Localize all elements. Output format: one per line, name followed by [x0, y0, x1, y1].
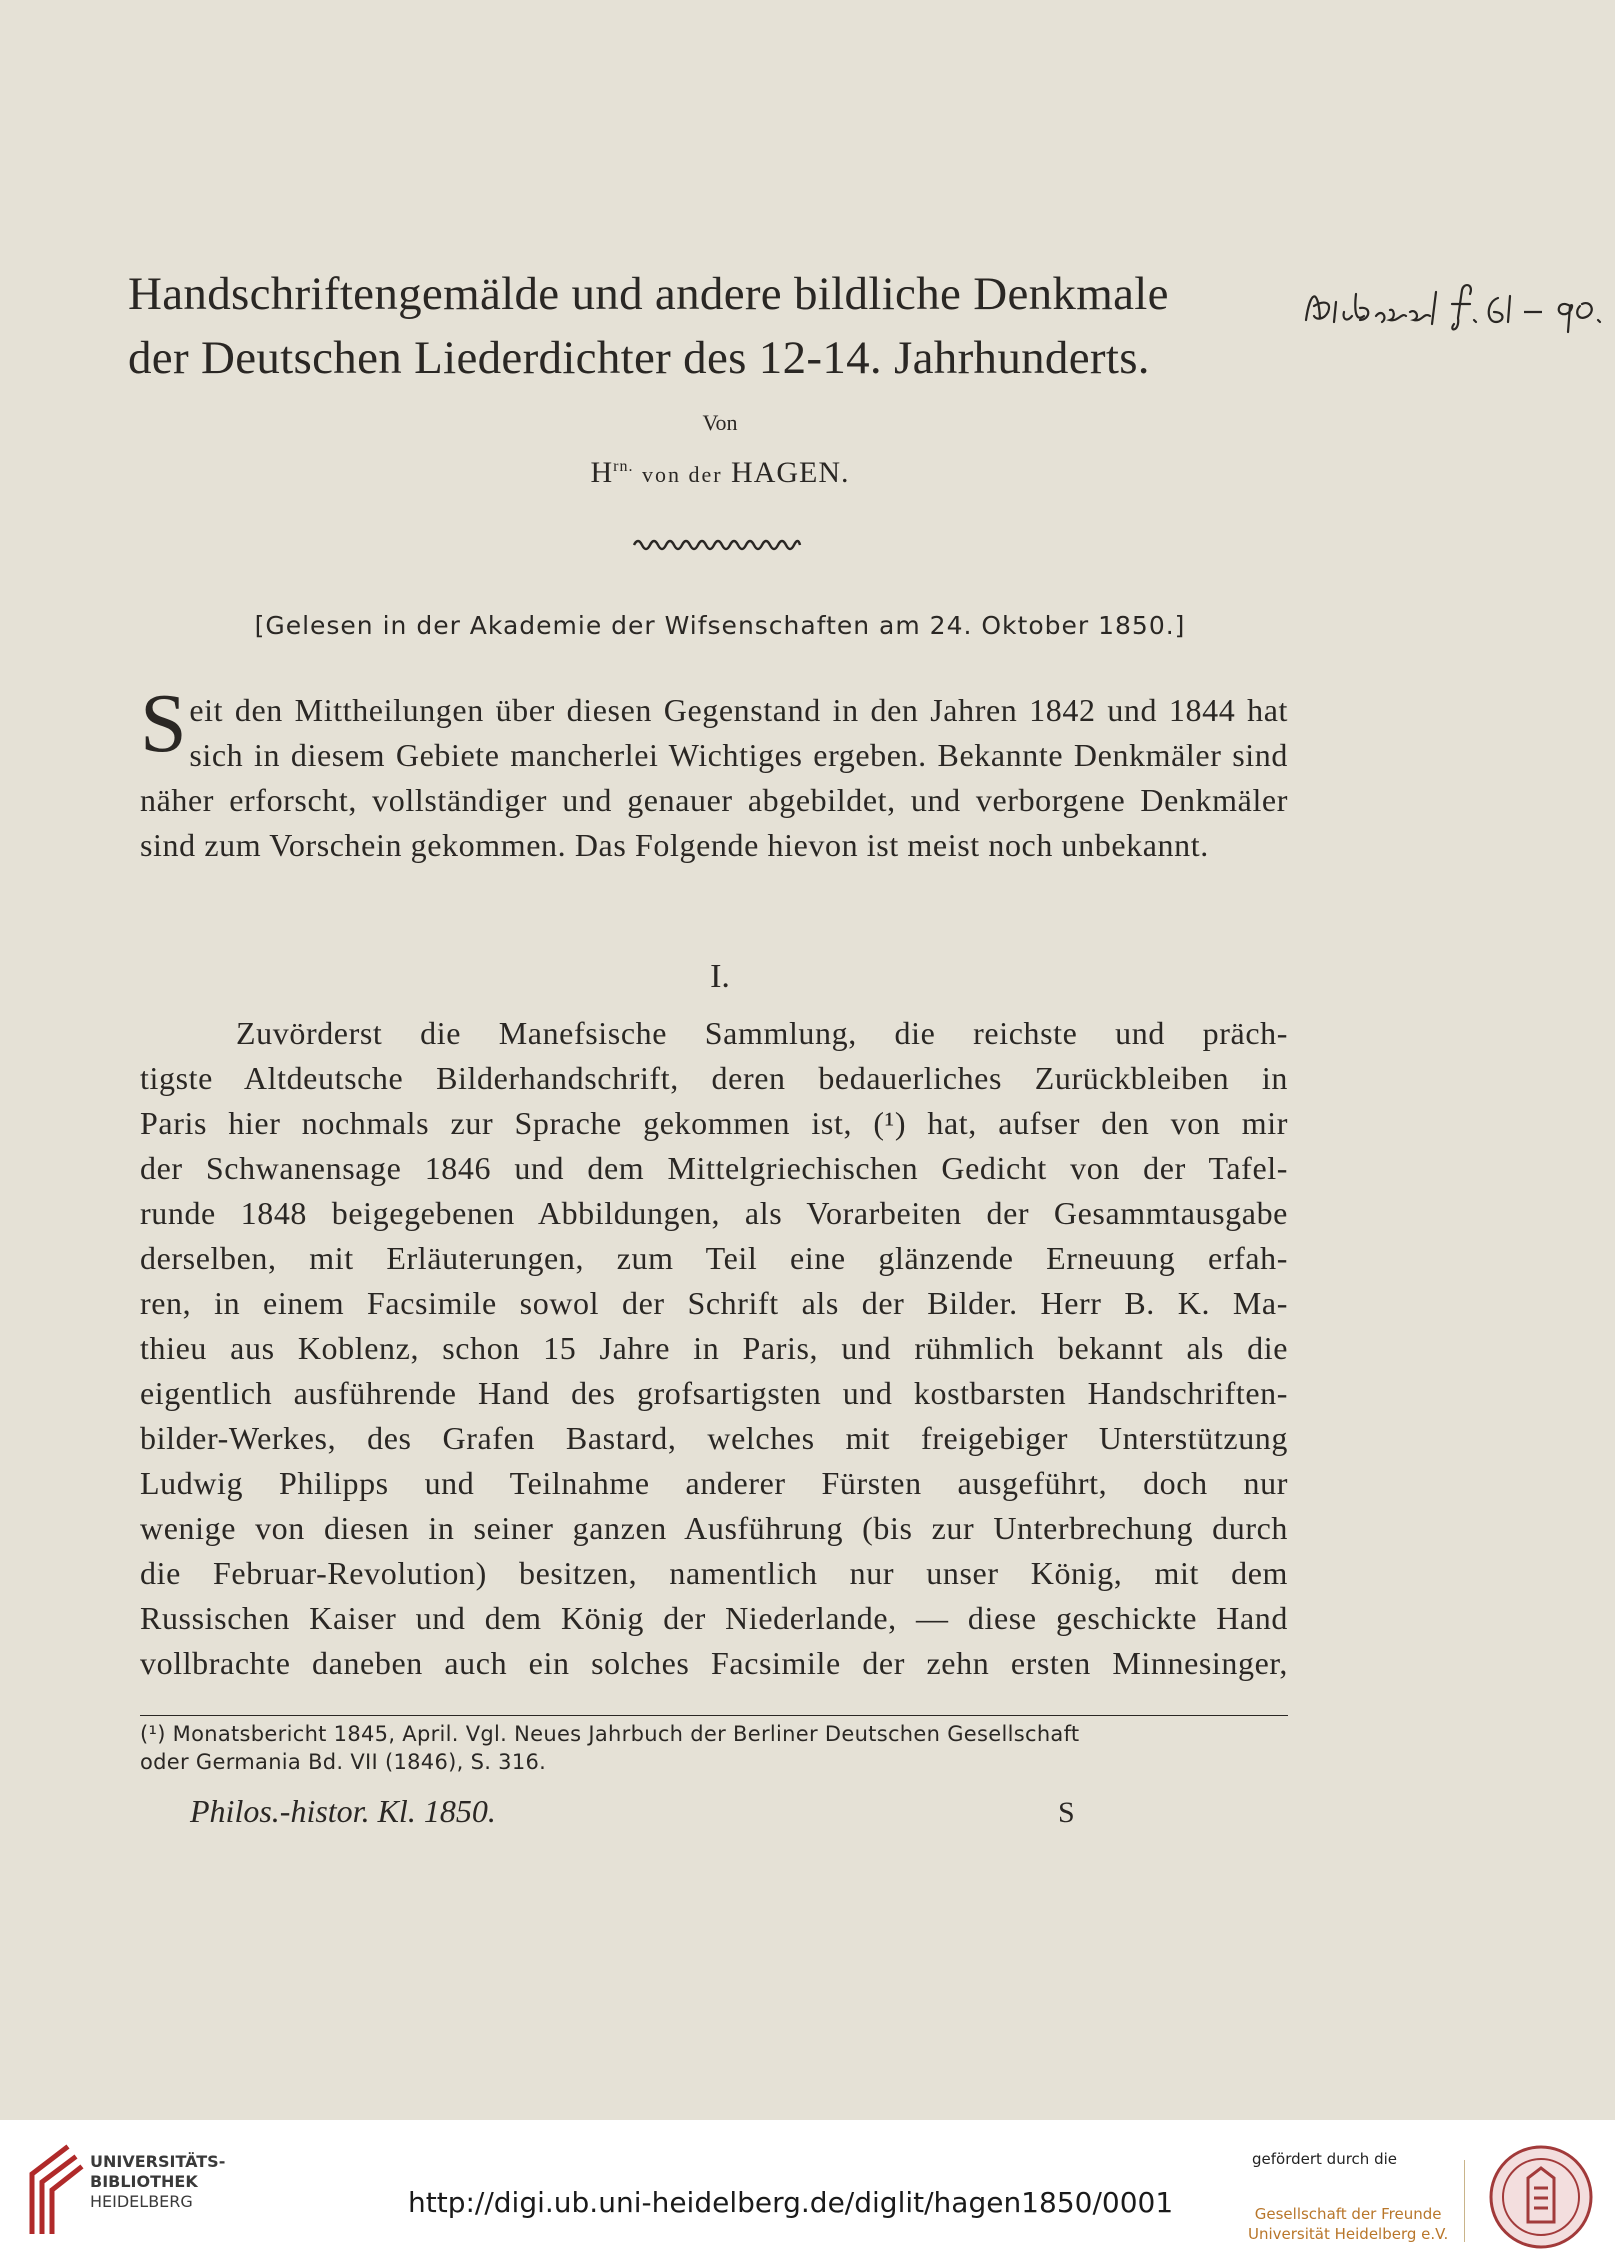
permalink-url[interactable]: http://digi.ub.uni-heidelberg.de/diglit/hagen1850/0001	[408, 2186, 1174, 2219]
title-line-2: der Deutschen Liederdichter des 12-14. Jahrhunderts.	[128, 332, 1150, 384]
section-paragraph	[140, 1011, 1288, 1686]
intro-paragraph-text: eit den Mittheilungen über diesen Gegenstand in den Jahren 1842 und 1844 hat sich in diesem Gebiete mancherlei Wichtiges ergeben. Bekannte Denkmäler sind näher erforscht, vollständiger und genauer abgebildet, und verborgene Denkmäler sind zum Vorschein gekommen. Das Folgende hievon ist meist noch unbekannt.	[140, 692, 1288, 863]
footnote-rule	[140, 1715, 1288, 1716]
paragraph-line: Zuvörderst die Manefsische Sammlung, die reichste und präch-	[236, 1015, 1288, 1051]
sponsor-label: gefördert durch die	[1252, 2150, 1397, 2168]
drop-cap: S	[140, 677, 188, 770]
paragraph-line: runde 1848 beigegebenen Abbildungen, als Vorarbeiten der Gesammtausgabe	[140, 1195, 1288, 1231]
paragraph-line: Ludwig Philipps und Teilnahme anderer Fürsten ausgeführt, doch nur	[140, 1465, 1288, 1501]
paragraph-line: vollbrachte daneben auch ein solches Facsimile der zehn ersten Minnesinger,	[140, 1645, 1288, 1681]
paragraph-line: eigentlich ausführende Hand des grofsartigsten und kostbarsten Handschriften-	[140, 1375, 1288, 1411]
library-name-line-3: HEIDELBERG	[90, 2192, 193, 2211]
wavy-ornament-divider	[632, 535, 802, 555]
title-line-1: Handschriftengemälde und andere bildliche Denkmale	[128, 268, 1169, 320]
paragraph-line: Russischen Kaiser und dem König der Niederlande, — diese geschickte Hand	[140, 1600, 1288, 1636]
library-logo-icon	[14, 2144, 84, 2234]
reading-note: [Gelesen in der Akademie der Wifsenschaften am 24. Oktober 1850.]	[254, 611, 1186, 640]
sponsor-name-line-2: Universität Heidelberg e.V.	[1248, 2225, 1449, 2243]
paragraph-line: die Februar-Revolution) besitzen, namentlich nur unser König, mit dem	[140, 1555, 1288, 1591]
by-label: Von	[702, 410, 738, 435]
page-footer-class: Philos.-histor. Kl. 1850.	[190, 1793, 496, 1829]
paragraph-line: derselben, mit Erläuterungen, zum Teil eine glänzende Erneuung erfah-	[140, 1240, 1288, 1276]
paragraph-line: wenige von diesen in seiner ganzen Ausführung (bis zur Unterbrechung durch	[140, 1510, 1288, 1546]
paragraph-line: tigste Altdeutsche Bilderhandschrift, deren bedauerliches Zurückbleiben in	[140, 1060, 1288, 1096]
digitization-banner	[0, 2120, 1615, 2254]
banner-divider	[1464, 2160, 1465, 2242]
page-title	[128, 262, 1278, 390]
footnote-line-1: (¹) Monatsbericht 1845, April. Vgl. Neues Jahrbuch der Berliner Deutschen Gesellschaft	[140, 1722, 1080, 1746]
author-title-sup: rn.	[613, 458, 634, 475]
paragraph-line: bilder-Werkes, des Grafen Bastard, welches mit freigebiger Unterstützung	[140, 1420, 1288, 1456]
university-seal-icon	[1488, 2144, 1594, 2250]
paragraph-line: der Schwanensage 1846 und dem Mittelgriechischen Gedicht von der Tafel-	[140, 1150, 1288, 1186]
library-name-line-2: BIBLIOTHEK	[90, 2172, 198, 2191]
library-name[interactable]	[90, 2152, 225, 2212]
paragraph-line: thieu aus Koblenz, schon 15 Jahre in Paris, und rühmlich bekannt als die	[140, 1330, 1288, 1366]
sponsor-name[interactable]	[1248, 2204, 1448, 2244]
paragraph-line: ren, in einem Facsimile sowol der Schrift als der Bilder. Herr B. K. Ma-	[140, 1285, 1288, 1321]
author-prefix: von der	[641, 462, 723, 487]
sponsor-name-line-1: Gesellschaft der Freunde	[1254, 2205, 1442, 2223]
author-name: HAGEN.	[731, 456, 850, 489]
author-line	[0, 456, 1440, 490]
handwritten-note-image	[1298, 272, 1615, 352]
author-title: H	[590, 456, 614, 489]
paragraph-line: Paris hier nochmals zur Sprache gekommen ist, (¹) hat, aufser den von mir	[140, 1105, 1288, 1141]
handwritten-shelfmark-note	[1298, 272, 1615, 352]
footnote	[140, 1720, 1288, 1776]
intro-paragraph	[140, 677, 1288, 868]
footnote-line-2: oder Germania Bd. VII (1846), S. 316.	[140, 1750, 547, 1774]
section-number: I.	[710, 958, 730, 995]
library-name-line-1: UNIVERSITÄTS-	[90, 2152, 226, 2171]
page-footer-signature: S	[1058, 1796, 1075, 1829]
